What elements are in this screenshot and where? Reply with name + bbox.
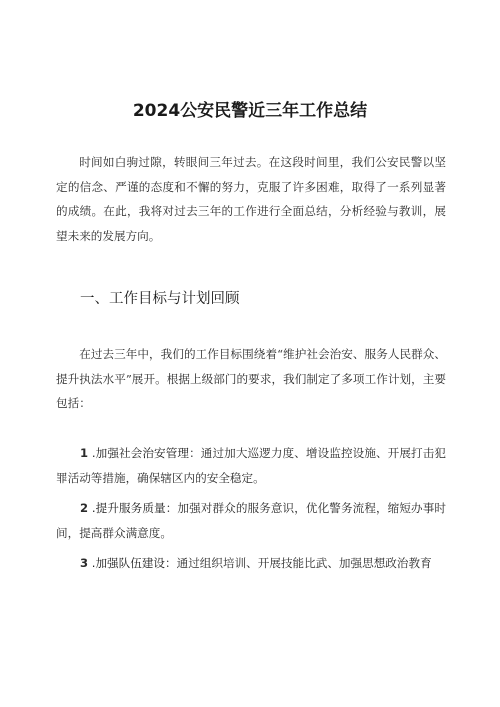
list-item-lead: .加强社会治安管理: [91, 446, 190, 460]
list-item-lead: .加强队伍建设: [91, 556, 166, 570]
list-item: [56, 496, 446, 545]
section-paragraph: 在过去三年中，我们的工作目标围绕着“维护社会治安、服务人民群众、提升执法水平”展开。根据上级部门的要求，我们制定了多项工作计划，主要包括：: [56, 347, 446, 410]
list-item-number: 1: [80, 446, 89, 460]
list-item-text: ：通过加大巡逻力度、增设监控设施、开展打击犯罪活动等措施，确保辖区内的安全稳定。: [56, 446, 446, 485]
section-heading: 一、工作目标与计划回顾: [80, 291, 240, 307]
list-item: [56, 551, 446, 576]
intro-paragraph: 时间如白驹过隙，转眼间三年过去。在这段时间里，我们公安民警以坚定的信念、严谨的态度和不懈的努力，克服了许多困难，取得了一系列显著的成绩。在此，我将对过去三年的工作进行全面总结，分析经验与教训，展望未来的发展方向。: [56, 155, 446, 243]
list-item-number: 2: [80, 501, 89, 515]
list-item-number: 3: [80, 556, 89, 570]
list-item: [56, 441, 446, 490]
list-item-text: ：通过组织培训、开展技能比武、加强思想政治教育: [165, 556, 432, 570]
document-title: 2024公安民警近三年工作总结: [132, 101, 368, 121]
list-item-text: ：加强对群众的服务意识，优化警务流程，缩短办事时间，提高群众满意度。: [56, 501, 447, 540]
list-item-lead: .提升服务质量: [91, 501, 166, 515]
